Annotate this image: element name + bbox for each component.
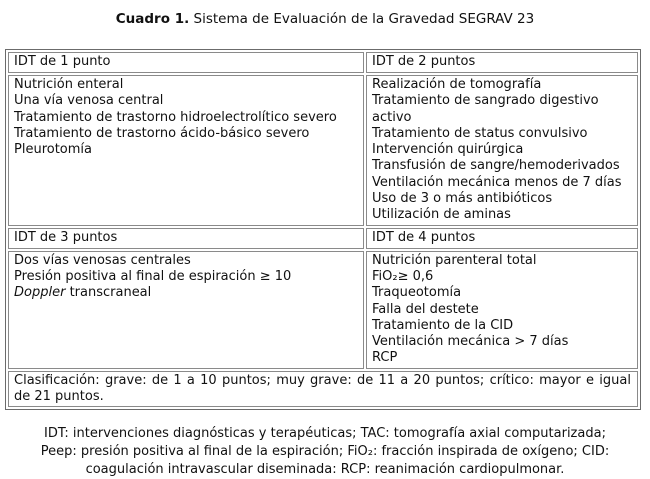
list-item: Intervención quirúrgica — [372, 142, 524, 158]
list-item: Presión positiva al final de espiración ≥ 10 — [14, 268, 292, 284]
list-item: Tratamiento de la CID — [372, 317, 514, 333]
list-item: Tratamiento de sangrado digestivo activo — [372, 93, 599, 125]
footnote-line-3: coagulación intravascular diseminada: RCP: reanimación cardiopulmonar. — [85, 462, 565, 477]
list-item: Uso de 3 o más antibióticos — [372, 191, 553, 207]
content-row-2 — [8, 251, 638, 369]
list-item: Nutrición parenteral total — [372, 252, 537, 268]
doppler-italic: Doppler — [14, 285, 66, 301]
cell-idt-2-items — [366, 75, 638, 226]
content-row-1 — [8, 75, 638, 226]
caption-label: Cuadro 1. — [115, 11, 190, 27]
list-item: Tratamiento de trastorno hidroelectrolítico severo — [14, 109, 337, 125]
list-item: Falla del destete — [372, 301, 479, 317]
classification-row — [8, 371, 638, 408]
header-row-2 — [8, 228, 638, 249]
classification-text: Clasificación: grave: de 1 a 10 puntos; muy grave: de 11 a 20 puntos; crítico: mayor e igual de 21 puntos. — [8, 371, 638, 408]
list-item: Transfusión de sangre/hemoderivados — [372, 158, 620, 174]
header-idt-3: IDT de 3 puntos — [8, 228, 364, 249]
footnote — [0, 425, 650, 479]
footnote-line-2: Peep: presión positiva al final de la espiración; FiO₂: fracción inspirada de oxígeno; CID: — [40, 444, 610, 459]
list-item: Ventilación mecánica > 7 días — [372, 334, 569, 350]
cell-idt-4-items — [366, 251, 638, 369]
table-caption — [0, 10, 650, 28]
list-item: Traqueotomía — [372, 285, 462, 301]
list-item: Utilización de aminas — [372, 207, 511, 223]
header-idt-2: IDT de 2 puntos — [366, 52, 638, 73]
cell-idt-3-items — [8, 251, 364, 369]
footnote-line-1: IDT: intervenciones diagnósticas y terapéuticas; TAC: tomografía axial computarizada; — [44, 426, 606, 441]
list-item: Ventilación mecánica menos de 7 días — [372, 174, 622, 190]
list-item: Realización de tomografía — [372, 77, 542, 92]
list-item: Una vía venosa central — [14, 93, 164, 109]
list-item: Pleurotomía — [14, 142, 92, 158]
caption-text: Sistema de Evaluación de la Gravedad SEGRAV 23 — [193, 11, 535, 27]
list-item: RCP — [372, 350, 398, 366]
list-item: Nutrición enteral — [14, 77, 124, 92]
list-item-doppler — [14, 285, 357, 301]
list-item: FiO₂≥ 0,6 — [372, 268, 434, 284]
list-item: Tratamiento de status convulsivo — [372, 125, 588, 141]
header-idt-4: IDT de 4 puntos — [366, 228, 638, 249]
cell-idt-1-items — [8, 75, 364, 226]
header-idt-1: IDT de 1 punto — [8, 52, 364, 73]
doppler-rest: transcraneal — [65, 285, 152, 301]
list-item: Dos vías venosas centrales — [14, 252, 191, 268]
header-row-1 — [8, 52, 638, 73]
list-item: Tratamiento de trastorno ácido-básico severo — [14, 125, 310, 141]
segrav-table — [5, 49, 641, 410]
